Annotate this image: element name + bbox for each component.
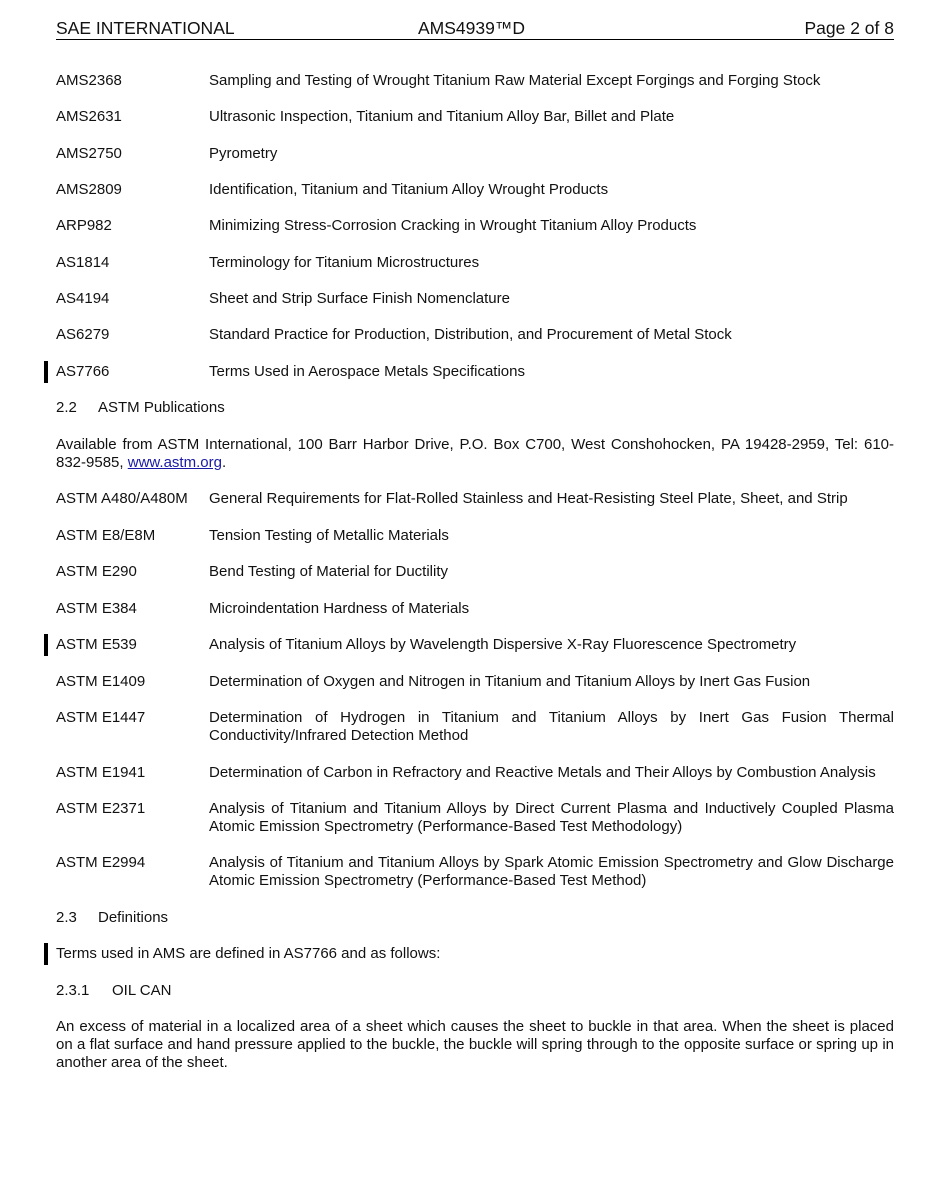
reference-title: Ultrasonic Inspection, Titanium and Titanium Alloy Bar, Billet and Plate (209, 108, 675, 125)
reference-title: Terminology for Titanium Microstructures (209, 254, 480, 271)
reference-code: ASTM E8/E8M (56, 527, 156, 544)
page-number: Page 2 of 8 (804, 18, 894, 38)
reference-title: Terms Used in Aerospace Metals Specifications (209, 363, 525, 380)
reference-title: Pyrometry (209, 145, 278, 162)
reference-code: ARP982 (56, 217, 112, 234)
reference-code: ASTM E384 (56, 600, 137, 617)
reference-title: General Requirements for Flat-Rolled Stainless and Heat-Resisting Steel Plate, Sheet, and Strip (209, 490, 848, 507)
reference-title: Bend Testing of Material for Ductility (209, 563, 448, 580)
reference-title: Sampling and Testing of Wrought Titanium Raw Material Except Forgings and Forging Stock (209, 72, 821, 89)
reference-title: Determination of Oxygen and Nitrogen in Titanium and Titanium Alloys by Inert Gas Fusion (209, 673, 811, 690)
reference-code: AS4194 (56, 290, 110, 307)
page-header (56, 17, 894, 40)
revision-change-bar (44, 634, 48, 656)
reference-code: AS1814 (56, 254, 110, 271)
publisher-name: SAE INTERNATIONAL (56, 18, 235, 38)
reference-code: ASTM E2994 (56, 854, 146, 871)
oil-can-definition: An excess of material in a localized area of a sheet which causes the sheet to buckle in that area. When the sheet is placed on a flat surface and hand pressure applied to the buckle, the buckle will spring through to the opposite surface or spring up in another area of the sheet. (56, 1018, 894, 1071)
subsection-number: 2.3.1 (56, 982, 90, 999)
reference-code: ASTM E1941 (56, 764, 146, 781)
reference-code: AS6279 (56, 326, 110, 343)
reference-code: AS7766 (56, 363, 110, 380)
reference-code: AMS2809 (56, 181, 122, 198)
reference-title: Minimizing Stress-Corrosion Cracking in Wrought Titanium Alloy Products (209, 217, 697, 234)
availability-text: Available from ASTM International, 100 Barr Harbor Drive, P.O. Box C700, West Conshohocken, PA 19428-2959, Tel: 610-832-9585, (56, 436, 894, 471)
reference-code: ASTM E290 (56, 563, 137, 580)
document-number: AMS4939™D (418, 18, 525, 38)
reference-code: AMS2368 (56, 72, 122, 89)
reference-title: Analysis of Titanium Alloys by Wavelength Dispersive X-Ray Fluorescence Spectrometry (209, 636, 797, 653)
section-title: Definitions (98, 909, 169, 926)
reference-title: Tension Testing of Metallic Materials (209, 527, 449, 544)
reference-title: Sheet and Strip Surface Finish Nomenclature (209, 290, 510, 307)
section-number: 2.2 (56, 399, 77, 416)
definitions-intro: Terms used in AMS are defined in AS7766 and as follows: (56, 945, 441, 962)
revision-change-bar (44, 943, 48, 965)
reference-title: Standard Practice for Production, Distribution, and Procurement of Metal Stock (209, 326, 732, 343)
reference-code: ASTM E2371 (56, 800, 146, 817)
reference-code: AMS2750 (56, 145, 122, 162)
reference-title: Analysis of Titanium and Titanium Alloys by Direct Current Plasma and Inductively Coupled Plasma Atomic Emission Spectrometry (Performance-Based Test Methodology) (209, 800, 894, 835)
availability-end: . (221, 454, 227, 471)
section-number: 2.3 (56, 909, 77, 926)
subsection-title: OIL CAN (112, 982, 172, 999)
reference-code: ASTM E539 (56, 636, 137, 653)
reference-code: ASTM E1447 (56, 709, 146, 726)
astm-availability-text (56, 436, 894, 472)
reference-title: Determination of Hydrogen in Titanium and Titanium Alloys by Inert Gas Fusion Thermal Conductivity/Infrared Detection Method (209, 709, 894, 744)
revision-change-bar (44, 361, 48, 383)
reference-title: Analysis of Titanium and Titanium Alloys by Spark Atomic Emission Spectrometry and Glow Discharge Atomic Emission Spectrometry (Performance-Based Test Method) (209, 854, 894, 889)
reference-code: AMS2631 (56, 108, 122, 125)
reference-title: Identification, Titanium and Titanium Alloy Wrought Products (209, 181, 609, 198)
reference-code: ASTM A480/A480M (56, 490, 188, 507)
reference-title: Determination of Carbon in Refractory and Reactive Metals and Their Alloys by Combustion Analysis (209, 764, 876, 781)
astm-website-link[interactable]: www.astm.org (127, 454, 222, 471)
reference-code: ASTM E1409 (56, 673, 146, 690)
section-title: ASTM Publications (98, 399, 225, 416)
reference-title: Microindentation Hardness of Materials (209, 600, 470, 617)
